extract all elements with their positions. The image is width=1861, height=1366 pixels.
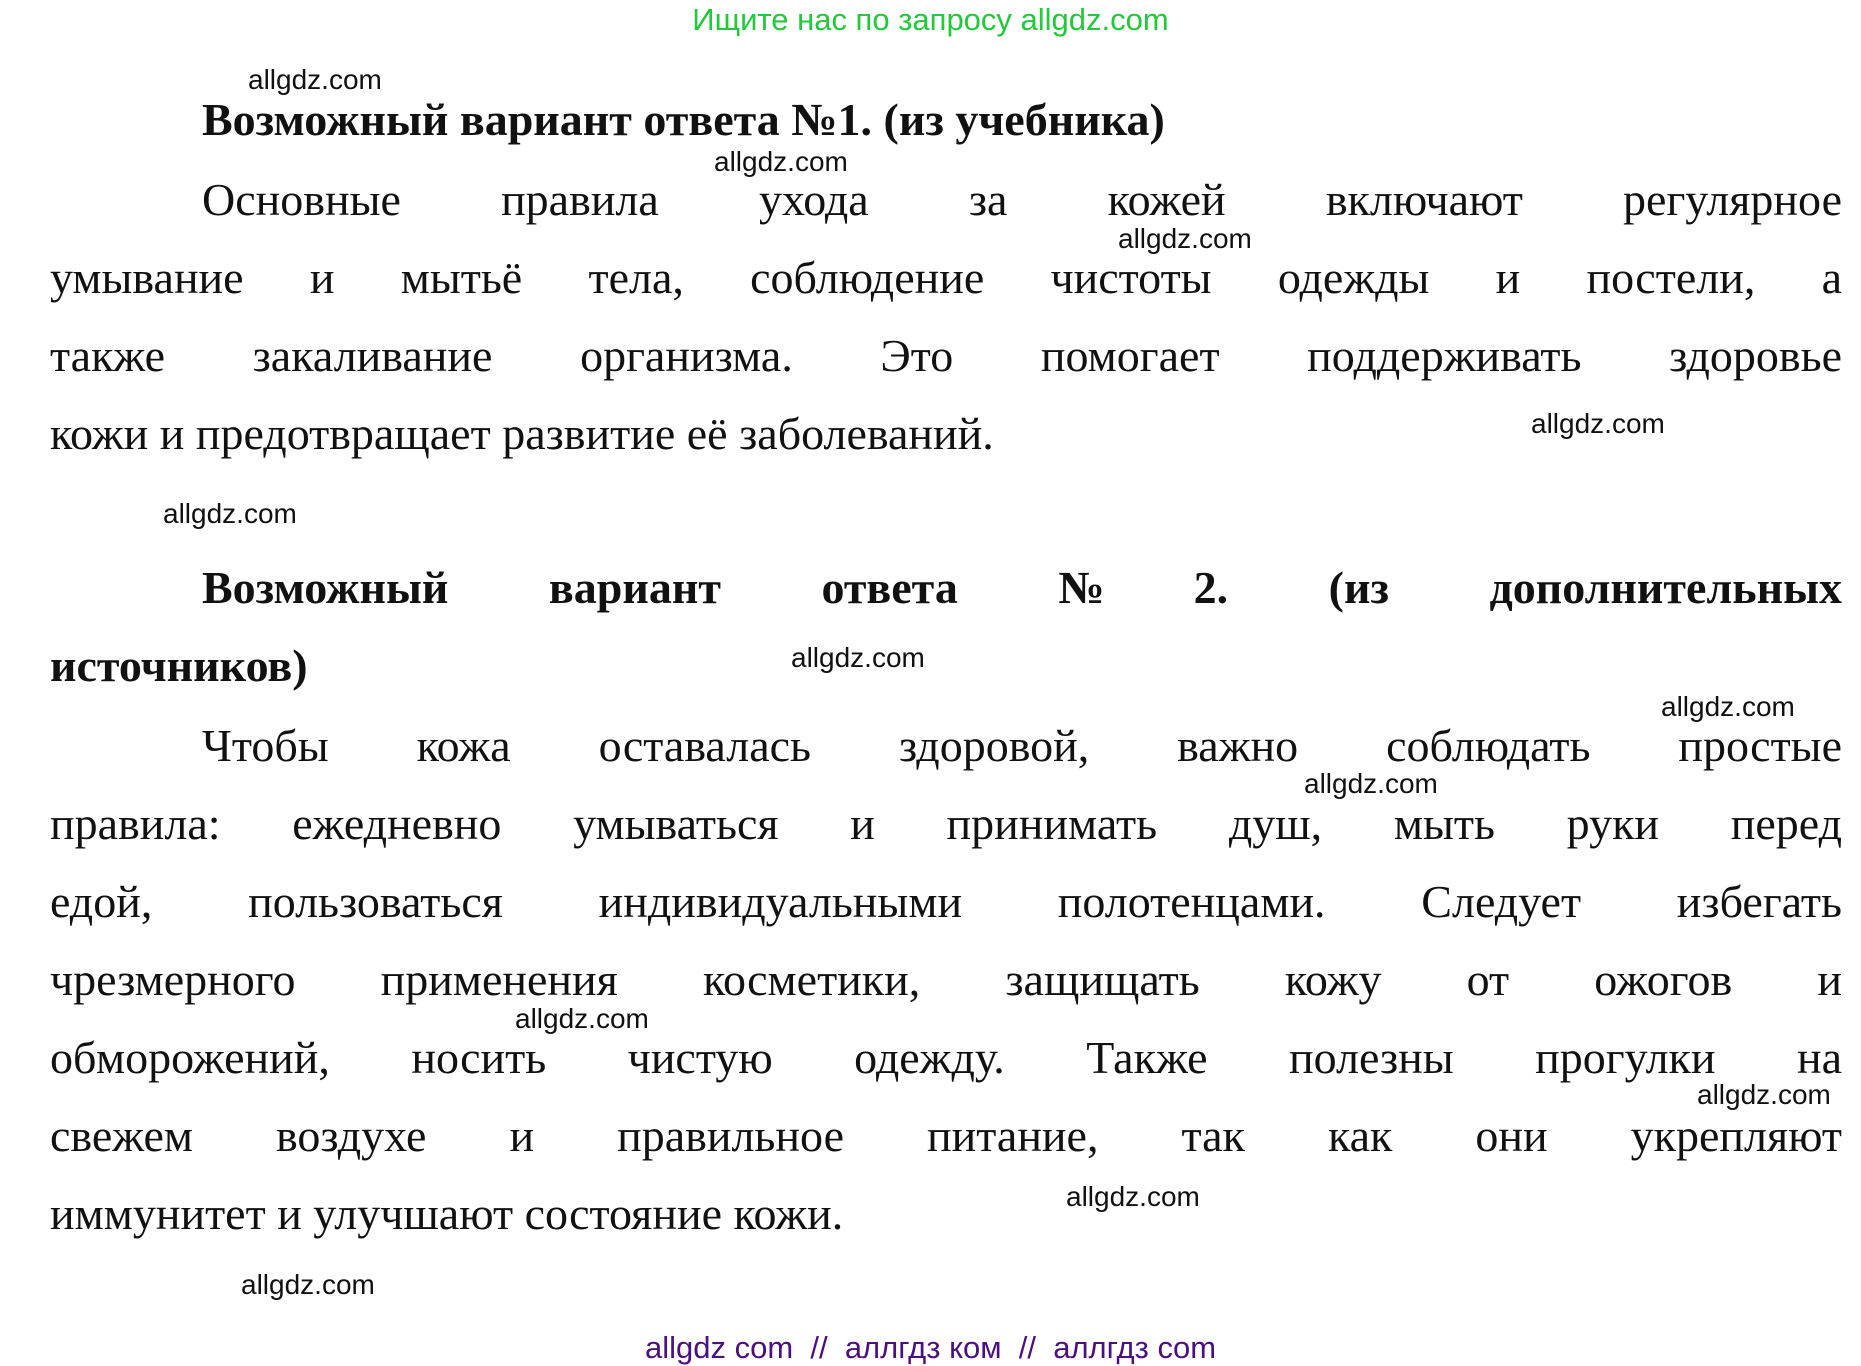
answer1-line: Основные правила ухода за кожей включают регулярное: [202, 174, 1842, 225]
watermark: allgdz.com: [1531, 408, 1665, 439]
watermark: allgdz.com: [714, 146, 848, 177]
answer2-line: едой, пользоваться индивидуальными полотенцами. Следует избегать: [50, 876, 1842, 927]
search-banner: Ищите нас по запросу allgdz.com: [692, 2, 1169, 37]
answer2-line: свежем воздухе и правильное питание, так как они укрепляют: [50, 1110, 1842, 1161]
watermark: allgdz.com: [248, 64, 382, 95]
watermark: allgdz.com: [791, 642, 925, 673]
answer2-line: Чтобы кожа оставалась здоровой, важно соблюдать простые: [202, 720, 1842, 771]
watermark: allgdz.com: [1304, 768, 1438, 799]
watermark: allgdz.com: [1066, 1181, 1200, 1212]
answer2-line: обморожений, носить чистую одежду. Также полезны прогулки на: [50, 1032, 1842, 1083]
answer1-line: также закаливание организма. Это помогает поддерживать здоровье: [50, 330, 1842, 381]
answer2-line: чрезмерного применения косметики, защищать кожу от ожогов и: [50, 954, 1842, 1005]
watermark: allgdz.com: [1697, 1079, 1831, 1110]
watermark: allgdz.com: [163, 498, 297, 529]
footer-links: allgdz com // аллгдз ком // аллгдз com: [644, 1330, 1217, 1365]
watermark: allgdz.com: [1661, 691, 1795, 722]
watermark: allgdz.com: [1118, 223, 1252, 254]
answer2-line: правила: ежедневно умываться и принимать душ, мыть руки перед: [50, 798, 1842, 849]
answer1-heading: Возможный вариант ответа №1. (из учебника): [202, 94, 1165, 145]
answer1-line: кожи и предотвращает развитие её заболеваний.: [50, 408, 994, 459]
answer1-line: умывание и мытьё тела, соблюдение чистоты одежды и постели, а: [50, 252, 1842, 303]
watermark: allgdz.com: [241, 1269, 375, 1300]
answer2-heading: Возможный вариант ответа №2. (из дополнительных: [202, 562, 1842, 613]
answer2-heading: источников): [50, 640, 308, 691]
watermark: allgdz.com: [515, 1003, 649, 1034]
answer2-line: иммунитет и улучшают состояние кожи.: [50, 1188, 844, 1239]
